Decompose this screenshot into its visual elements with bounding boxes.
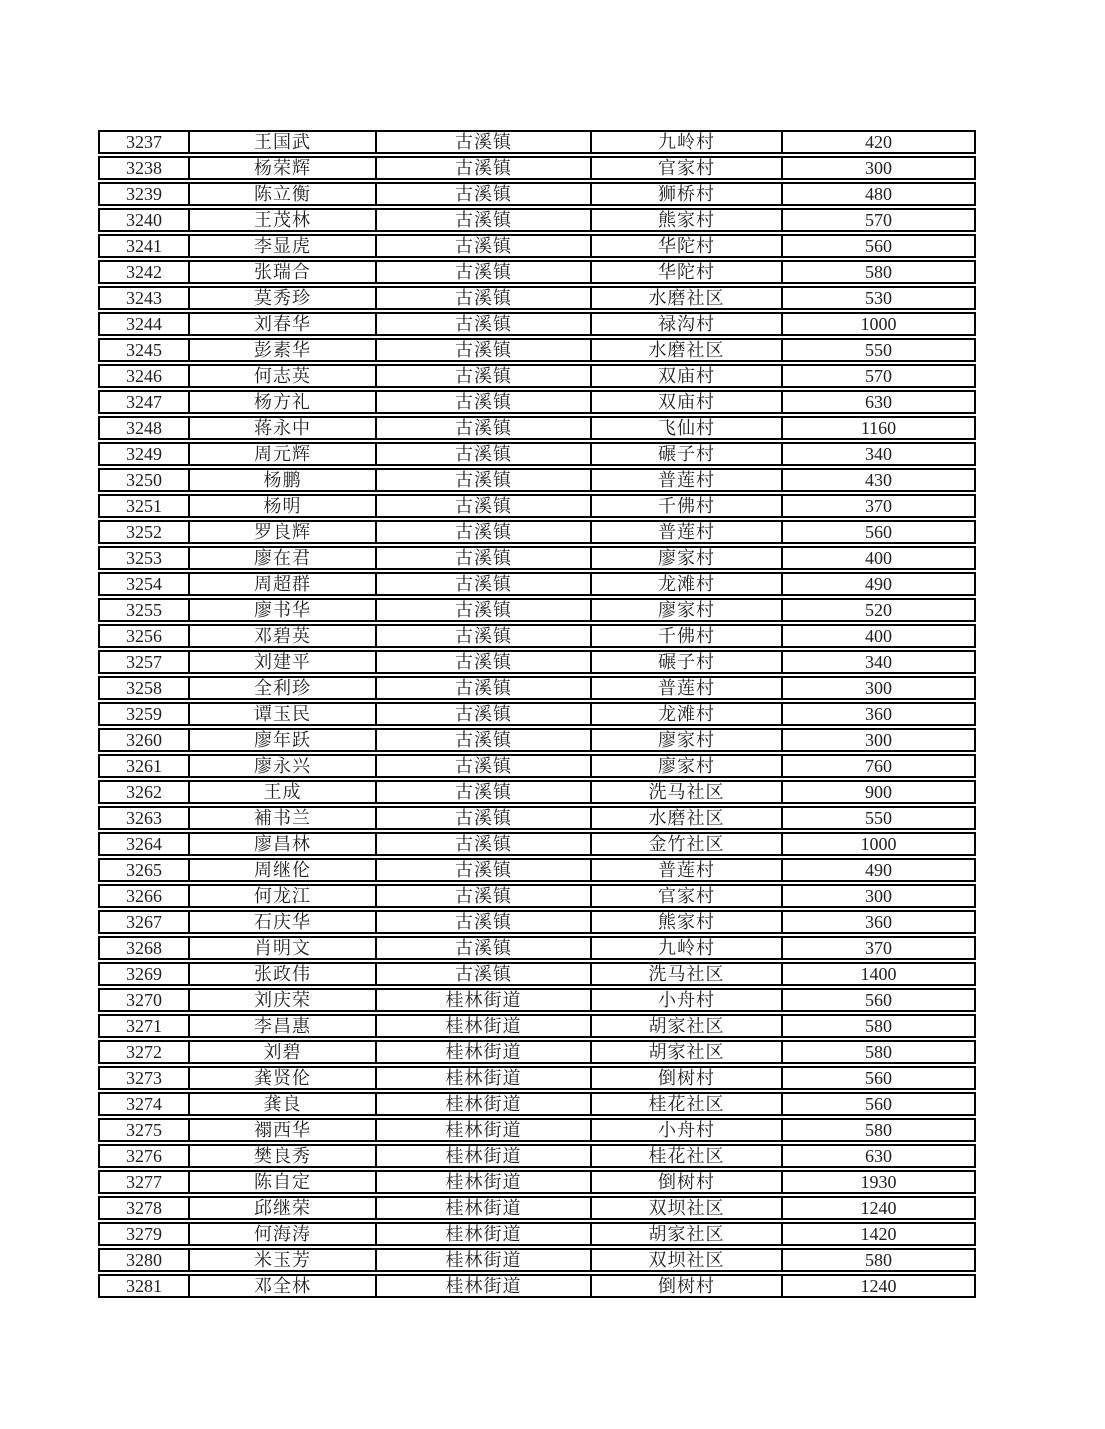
- cell-amount: 560: [783, 234, 976, 258]
- cell-name: 邓碧英: [190, 624, 377, 648]
- cell-town: 古溪镇: [377, 858, 592, 882]
- table-row: [98, 1222, 976, 1246]
- cell-amount: 300: [783, 676, 976, 700]
- cell-amount: 760: [783, 754, 976, 778]
- cell-village: 金竹社区: [592, 832, 783, 856]
- cell-town: 古溪镇: [377, 416, 592, 440]
- cell-village: 胡家社区: [592, 1040, 783, 1064]
- cell-serial-number: 3272: [98, 1040, 190, 1064]
- cell-serial-number: 3265: [98, 858, 190, 882]
- cell-amount: 570: [783, 208, 976, 232]
- cell-town: 桂林街道: [377, 1170, 592, 1194]
- cell-name: 周元辉: [190, 442, 377, 466]
- cell-name: 周继伦: [190, 858, 377, 882]
- cell-name: 石庆华: [190, 910, 377, 934]
- cell-name: 刘庆荣: [190, 988, 377, 1012]
- cell-town: 古溪镇: [377, 312, 592, 336]
- cell-amount: 490: [783, 858, 976, 882]
- table-row: [98, 1274, 976, 1298]
- table-row: [98, 936, 976, 960]
- cell-town: 古溪镇: [377, 650, 592, 674]
- cell-serial-number: 3275: [98, 1118, 190, 1142]
- table-row: [98, 468, 976, 492]
- table-row: [98, 260, 976, 284]
- table-row: [98, 286, 976, 310]
- cell-serial-number: 3249: [98, 442, 190, 466]
- cell-amount: 1400: [783, 962, 976, 986]
- table-row: [98, 1248, 976, 1272]
- cell-name: 肖明文: [190, 936, 377, 960]
- cell-amount: 560: [783, 520, 976, 544]
- cell-village: 熊家村: [592, 208, 783, 232]
- table-row: [98, 130, 976, 154]
- cell-name: 张政伟: [190, 962, 377, 986]
- table-row: [98, 338, 976, 362]
- cell-town: 古溪镇: [377, 130, 592, 154]
- table-row: [98, 572, 976, 596]
- cell-name: 王茂林: [190, 208, 377, 232]
- cell-town: 古溪镇: [377, 494, 592, 518]
- table-row: [98, 1170, 976, 1194]
- cell-town: 桂林街道: [377, 1248, 592, 1272]
- cell-amount: 400: [783, 546, 976, 570]
- cell-serial-number: 3256: [98, 624, 190, 648]
- table-row: [98, 598, 976, 622]
- table-row: [98, 1066, 976, 1090]
- cell-village: 倒树村: [592, 1274, 783, 1298]
- cell-name: 谭玉民: [190, 702, 377, 726]
- cell-town: 古溪镇: [377, 572, 592, 596]
- cell-town: 桂林街道: [377, 1222, 592, 1246]
- cell-amount: 560: [783, 1092, 976, 1116]
- cell-name: 補书兰: [190, 806, 377, 830]
- cell-name: 刘碧: [190, 1040, 377, 1064]
- table-row: [98, 1144, 976, 1168]
- table-row: [98, 988, 976, 1012]
- cell-village: 廖家村: [592, 754, 783, 778]
- cell-town: 古溪镇: [377, 910, 592, 934]
- cell-serial-number: 3279: [98, 1222, 190, 1246]
- cell-amount: 900: [783, 780, 976, 804]
- cell-town: 古溪镇: [377, 208, 592, 232]
- cell-town: 古溪镇: [377, 468, 592, 492]
- cell-town: 桂林街道: [377, 988, 592, 1012]
- cell-amount: 1160: [783, 416, 976, 440]
- cell-name: 杨明: [190, 494, 377, 518]
- cell-town: 古溪镇: [377, 364, 592, 388]
- cell-village: 双坝社区: [592, 1196, 783, 1220]
- cell-village: 胡家社区: [592, 1014, 783, 1038]
- cell-amount: 580: [783, 1118, 976, 1142]
- cell-serial-number: 3237: [98, 130, 190, 154]
- cell-amount: 1930: [783, 1170, 976, 1194]
- cell-name: 何海涛: [190, 1222, 377, 1246]
- cell-town: 古溪镇: [377, 702, 592, 726]
- cell-serial-number: 3238: [98, 156, 190, 180]
- cell-town: 古溪镇: [377, 962, 592, 986]
- cell-name: 龚良: [190, 1092, 377, 1116]
- cell-serial-number: 3253: [98, 546, 190, 570]
- cell-town: 桂林街道: [377, 1196, 592, 1220]
- cell-village: 桂花社区: [592, 1144, 783, 1168]
- cell-amount: 580: [783, 1040, 976, 1064]
- cell-serial-number: 3240: [98, 208, 190, 232]
- cell-town: 古溪镇: [377, 728, 592, 752]
- cell-amount: 1000: [783, 832, 976, 856]
- cell-name: 张瑞合: [190, 260, 377, 284]
- cell-town: 古溪镇: [377, 260, 592, 284]
- cell-name: 全利珍: [190, 676, 377, 700]
- cell-amount: 1240: [783, 1274, 976, 1298]
- cell-amount: 430: [783, 468, 976, 492]
- table-row: [98, 416, 976, 440]
- cell-town: 古溪镇: [377, 780, 592, 804]
- cell-village: 熊家村: [592, 910, 783, 934]
- cell-village: 普莲村: [592, 676, 783, 700]
- table-row: [98, 624, 976, 648]
- cell-serial-number: 3267: [98, 910, 190, 934]
- cell-village: 九岭村: [592, 130, 783, 154]
- cell-serial-number: 3277: [98, 1170, 190, 1194]
- cell-village: 普莲村: [592, 858, 783, 882]
- cell-town: 古溪镇: [377, 936, 592, 960]
- table-row: [98, 390, 976, 414]
- cell-serial-number: 3246: [98, 364, 190, 388]
- cell-amount: 1240: [783, 1196, 976, 1220]
- cell-town: 桂林街道: [377, 1014, 592, 1038]
- cell-serial-number: 3239: [98, 182, 190, 206]
- cell-village: 水磨社区: [592, 286, 783, 310]
- cell-village: 官家村: [592, 884, 783, 908]
- table-row: [98, 442, 976, 466]
- cell-name: 王成: [190, 780, 377, 804]
- cell-name: 杨方礼: [190, 390, 377, 414]
- table-row: [98, 858, 976, 882]
- cell-amount: 300: [783, 156, 976, 180]
- cell-amount: 360: [783, 702, 976, 726]
- cell-town: 古溪镇: [377, 676, 592, 700]
- table-row: [98, 182, 976, 206]
- table-row: [98, 832, 976, 856]
- cell-amount: 580: [783, 1014, 976, 1038]
- cell-name: 廖昌林: [190, 832, 377, 856]
- table-row: [98, 702, 976, 726]
- cell-village: 飞仙村: [592, 416, 783, 440]
- cell-name: 廖年跃: [190, 728, 377, 752]
- cell-serial-number: 3268: [98, 936, 190, 960]
- cell-amount: 400: [783, 624, 976, 648]
- cell-amount: 340: [783, 442, 976, 466]
- cell-village: 胡家社区: [592, 1222, 783, 1246]
- cell-village: 碾子村: [592, 650, 783, 674]
- cell-village: 水磨社区: [592, 806, 783, 830]
- cell-amount: 630: [783, 1144, 976, 1168]
- cell-village: 龙滩村: [592, 702, 783, 726]
- cell-name: 龚贤伦: [190, 1066, 377, 1090]
- table-row: [98, 650, 976, 674]
- cell-town: 古溪镇: [377, 156, 592, 180]
- cell-village: 普莲村: [592, 520, 783, 544]
- cell-village: 华陀村: [592, 234, 783, 258]
- cell-town: 古溪镇: [377, 234, 592, 258]
- table-row: [98, 728, 976, 752]
- cell-name: 李昌惠: [190, 1014, 377, 1038]
- cell-name: 莫秀珍: [190, 286, 377, 310]
- cell-name: 廖永兴: [190, 754, 377, 778]
- cell-village: 官家村: [592, 156, 783, 180]
- cell-amount: 580: [783, 1248, 976, 1272]
- cell-name: 刘建平: [190, 650, 377, 674]
- cell-serial-number: 3257: [98, 650, 190, 674]
- cell-serial-number: 3274: [98, 1092, 190, 1116]
- cell-serial-number: 3260: [98, 728, 190, 752]
- cell-amount: 300: [783, 884, 976, 908]
- cell-serial-number: 3271: [98, 1014, 190, 1038]
- cell-serial-number: 3248: [98, 416, 190, 440]
- cell-name: 周超群: [190, 572, 377, 596]
- cell-name: 彭素华: [190, 338, 377, 362]
- cell-town: 古溪镇: [377, 754, 592, 778]
- cell-town: 桂林街道: [377, 1092, 592, 1116]
- cell-amount: 420: [783, 130, 976, 154]
- cell-town: 古溪镇: [377, 286, 592, 310]
- cell-serial-number: 3266: [98, 884, 190, 908]
- cell-amount: 300: [783, 728, 976, 752]
- cell-serial-number: 3270: [98, 988, 190, 1012]
- cell-serial-number: 3247: [98, 390, 190, 414]
- table-row: [98, 676, 976, 700]
- table-row: [98, 208, 976, 232]
- cell-village: 千佛村: [592, 494, 783, 518]
- cell-village: 倒树村: [592, 1066, 783, 1090]
- cell-village: 桂花社区: [592, 1092, 783, 1116]
- cell-serial-number: 3276: [98, 1144, 190, 1168]
- cell-village: 双坝社区: [592, 1248, 783, 1272]
- cell-serial-number: 3258: [98, 676, 190, 700]
- cell-town: 桂林街道: [377, 1066, 592, 1090]
- cell-village: 洗马社区: [592, 780, 783, 804]
- cell-village: 廖家村: [592, 728, 783, 752]
- table-row: [98, 156, 976, 180]
- table-row: [98, 546, 976, 570]
- cell-village: 碾子村: [592, 442, 783, 466]
- cell-town: 古溪镇: [377, 832, 592, 856]
- cell-serial-number: 3255: [98, 598, 190, 622]
- cell-name: 何龙江: [190, 884, 377, 908]
- cell-serial-number: 3241: [98, 234, 190, 258]
- cell-serial-number: 3245: [98, 338, 190, 362]
- cell-village: 禄沟村: [592, 312, 783, 336]
- cell-amount: 340: [783, 650, 976, 674]
- cell-amount: 480: [783, 182, 976, 206]
- cell-name: 樊良秀: [190, 1144, 377, 1168]
- table-row: [98, 494, 976, 518]
- cell-town: 古溪镇: [377, 442, 592, 466]
- cell-name: 米玉芳: [190, 1248, 377, 1272]
- cell-name: 杨鹏: [190, 468, 377, 492]
- cell-amount: 560: [783, 988, 976, 1012]
- cell-amount: 630: [783, 390, 976, 414]
- cell-village: 小舟村: [592, 1118, 783, 1142]
- cell-town: 古溪镇: [377, 546, 592, 570]
- cell-town: 桂林街道: [377, 1144, 592, 1168]
- cell-amount: 580: [783, 260, 976, 284]
- cell-serial-number: 3273: [98, 1066, 190, 1090]
- cell-name: 陈自定: [190, 1170, 377, 1194]
- cell-town: 桂林街道: [377, 1118, 592, 1142]
- cell-serial-number: 3264: [98, 832, 190, 856]
- table-row: [98, 962, 976, 986]
- cell-name: 李显虎: [190, 234, 377, 258]
- cell-village: 双庙村: [592, 390, 783, 414]
- cell-amount: 570: [783, 364, 976, 388]
- table-row: [98, 1092, 976, 1116]
- cell-serial-number: 3278: [98, 1196, 190, 1220]
- cell-village: 九岭村: [592, 936, 783, 960]
- table-row: [98, 1196, 976, 1220]
- cell-amount: 520: [783, 598, 976, 622]
- table-row: [98, 884, 976, 908]
- cell-name: 王国武: [190, 130, 377, 154]
- cell-name: 杨荣辉: [190, 156, 377, 180]
- cell-serial-number: 3281: [98, 1274, 190, 1298]
- cell-name: 禤西华: [190, 1118, 377, 1142]
- cell-town: 桂林街道: [377, 1040, 592, 1064]
- cell-serial-number: 3252: [98, 520, 190, 544]
- cell-town: 古溪镇: [377, 806, 592, 830]
- cell-village: 双庙村: [592, 364, 783, 388]
- cell-village: 华陀村: [592, 260, 783, 284]
- cell-village: 倒树村: [592, 1170, 783, 1194]
- cell-name: 廖书华: [190, 598, 377, 622]
- cell-village: 洗马社区: [592, 962, 783, 986]
- cell-name: 蒋永中: [190, 416, 377, 440]
- cell-village: 千佛村: [592, 624, 783, 648]
- cell-name: 罗良辉: [190, 520, 377, 544]
- cell-amount: 360: [783, 910, 976, 934]
- cell-serial-number: 3251: [98, 494, 190, 518]
- cell-name: 何志英: [190, 364, 377, 388]
- cell-serial-number: 3243: [98, 286, 190, 310]
- cell-name: 廖在君: [190, 546, 377, 570]
- cell-amount: 370: [783, 494, 976, 518]
- table-row: [98, 234, 976, 258]
- cell-amount: 560: [783, 1066, 976, 1090]
- table-row: [98, 1014, 976, 1038]
- cell-town: 古溪镇: [377, 182, 592, 206]
- cell-serial-number: 3250: [98, 468, 190, 492]
- cell-amount: 530: [783, 286, 976, 310]
- cell-town: 古溪镇: [377, 520, 592, 544]
- cell-serial-number: 3242: [98, 260, 190, 284]
- cell-village: 廖家村: [592, 598, 783, 622]
- cell-town: 古溪镇: [377, 598, 592, 622]
- table-row: [98, 312, 976, 336]
- cell-serial-number: 3263: [98, 806, 190, 830]
- cell-amount: 550: [783, 338, 976, 362]
- cell-amount: 550: [783, 806, 976, 830]
- cell-name: 邱继荣: [190, 1196, 377, 1220]
- records-table-body: [98, 130, 976, 1298]
- table-row: [98, 910, 976, 934]
- cell-serial-number: 3261: [98, 754, 190, 778]
- cell-amount: 370: [783, 936, 976, 960]
- cell-name: 邓全林: [190, 1274, 377, 1298]
- cell-village: 龙滩村: [592, 572, 783, 596]
- table-row: [98, 754, 976, 778]
- records-table: [98, 128, 976, 1300]
- cell-town: 古溪镇: [377, 624, 592, 648]
- cell-village: 小舟村: [592, 988, 783, 1012]
- cell-town: 桂林街道: [377, 1274, 592, 1298]
- cell-serial-number: 3280: [98, 1248, 190, 1272]
- table-row: [98, 1040, 976, 1064]
- table-row: [98, 520, 976, 544]
- table-row: [98, 364, 976, 388]
- table-row: [98, 806, 976, 830]
- cell-village: 水磨社区: [592, 338, 783, 362]
- cell-serial-number: 3269: [98, 962, 190, 986]
- cell-name: 刘春华: [190, 312, 377, 336]
- cell-name: 陈立衡: [190, 182, 377, 206]
- cell-town: 古溪镇: [377, 884, 592, 908]
- cell-serial-number: 3254: [98, 572, 190, 596]
- cell-town: 古溪镇: [377, 338, 592, 362]
- cell-amount: 490: [783, 572, 976, 596]
- cell-serial-number: 3244: [98, 312, 190, 336]
- cell-village: 廖家村: [592, 546, 783, 570]
- cell-serial-number: 3262: [98, 780, 190, 804]
- table-row: [98, 780, 976, 804]
- cell-amount: 1420: [783, 1222, 976, 1246]
- cell-town: 古溪镇: [377, 390, 592, 414]
- cell-serial-number: 3259: [98, 702, 190, 726]
- cell-village: 狮桥村: [592, 182, 783, 206]
- cell-amount: 1000: [783, 312, 976, 336]
- cell-village: 普莲村: [592, 468, 783, 492]
- table-row: [98, 1118, 976, 1142]
